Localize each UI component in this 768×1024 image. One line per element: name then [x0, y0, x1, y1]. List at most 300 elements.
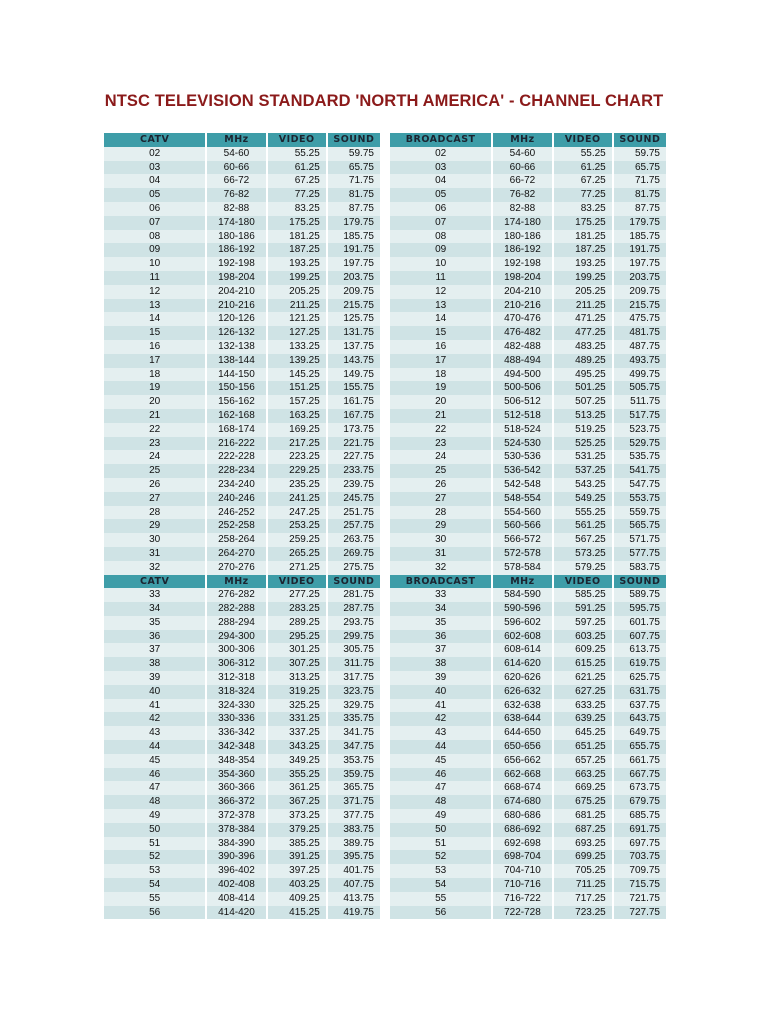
cell-broadcast-channel: 31	[390, 547, 491, 561]
cell-broadcast-channel: 37	[390, 643, 491, 657]
cell-broadcast-channel: 06	[390, 202, 491, 216]
cell-catv-channel: 17	[104, 354, 205, 368]
cell-catv-mhz: 294-300	[207, 630, 265, 644]
table-row	[104, 616, 666, 630]
cell-catv-video: 211.25	[268, 299, 326, 313]
cell-broadcast-sound: 673.75	[614, 781, 666, 795]
column-separator	[382, 202, 388, 216]
cell-catv-channel: 09	[104, 243, 205, 257]
cell-broadcast-channel: 28	[390, 506, 491, 520]
cell-broadcast-mhz: 536-542	[493, 464, 551, 478]
cell-broadcast-mhz: 710-716	[493, 878, 551, 892]
cell-broadcast-channel: 32	[390, 561, 491, 575]
table-row	[104, 630, 666, 644]
cell-broadcast-channel: 18	[390, 368, 491, 382]
cell-broadcast-mhz: 174-180	[493, 216, 551, 230]
cell-broadcast-video: 633.25	[554, 699, 612, 713]
column-separator	[382, 340, 388, 354]
cell-broadcast-mhz: 186-192	[493, 243, 551, 257]
cell-catv-video: 403.25	[268, 878, 326, 892]
cell-broadcast-video: 83.25	[554, 202, 612, 216]
cell-broadcast-mhz: 632-638	[493, 699, 551, 713]
cell-catv-sound: 191.75	[328, 243, 380, 257]
cell-catv-sound: 257.75	[328, 519, 380, 533]
cell-catv-mhz: 192-198	[207, 257, 265, 271]
cell-catv-video: 235.25	[268, 478, 326, 492]
cell-catv-mhz: 414-420	[207, 906, 265, 920]
cell-catv-channel: 56	[104, 906, 205, 920]
column-separator	[382, 478, 388, 492]
column-separator	[382, 133, 388, 147]
cell-catv-video: 193.25	[268, 257, 326, 271]
cell-broadcast-sound: 595.75	[614, 602, 666, 616]
cell-broadcast-channel: 34	[390, 602, 491, 616]
cell-broadcast-sound: 505.75	[614, 381, 666, 395]
cell-catv-sound: 293.75	[328, 616, 380, 630]
cell-broadcast-sound: 185.75	[614, 230, 666, 244]
cell-broadcast-mhz: 674-680	[493, 795, 551, 809]
column-separator	[382, 630, 388, 644]
cell-catv-video: 307.25	[268, 657, 326, 671]
cell-broadcast-mhz: 650-656	[493, 740, 551, 754]
cell-catv-sound: 131.75	[328, 326, 380, 340]
cell-catv-video: 349.25	[268, 754, 326, 768]
cell-broadcast-mhz: 54-60	[493, 147, 551, 161]
cell-broadcast-mhz: 482-488	[493, 340, 551, 354]
cell-broadcast-channel: 43	[390, 726, 491, 740]
cell-broadcast-video: 621.25	[554, 671, 612, 685]
column-separator	[382, 781, 388, 795]
cell-broadcast-sound: 709.75	[614, 864, 666, 878]
cell-broadcast-sound: 71.75	[614, 174, 666, 188]
cell-catv-mhz: 82-88	[207, 202, 265, 216]
cell-catv-video: 367.25	[268, 795, 326, 809]
cell-catv-video: 163.25	[268, 409, 326, 423]
cell-catv-mhz: 312-318	[207, 671, 265, 685]
cell-catv-mhz: 390-396	[207, 850, 265, 864]
cell-catv-sound: 239.75	[328, 478, 380, 492]
cell-broadcast-channel: 02	[390, 147, 491, 161]
cell-catv-sound: 161.75	[328, 395, 380, 409]
column-separator	[382, 643, 388, 657]
cell-broadcast-video: 55.25	[554, 147, 612, 161]
cell-catv-mhz: 348-354	[207, 754, 265, 768]
cell-broadcast-mhz: 716-722	[493, 892, 551, 906]
cell-broadcast-video: 67.25	[554, 174, 612, 188]
cell-catv-channel: 10	[104, 257, 205, 271]
cell-broadcast-channel: 05	[390, 188, 491, 202]
cell-broadcast-channel: 36	[390, 630, 491, 644]
cell-catv-sound: 395.75	[328, 850, 380, 864]
cell-catv-video: 151.25	[268, 381, 326, 395]
column-separator	[382, 519, 388, 533]
cell-broadcast-sound: 215.75	[614, 299, 666, 313]
cell-catv-video: 385.25	[268, 837, 326, 851]
cell-catv-sound: 137.75	[328, 340, 380, 354]
cell-catv-video: 277.25	[268, 588, 326, 602]
table-row	[104, 685, 666, 699]
cell-broadcast-sound: 203.75	[614, 271, 666, 285]
cell-catv-sound: 299.75	[328, 630, 380, 644]
cell-broadcast-channel: 48	[390, 795, 491, 809]
cell-catv-video: 289.25	[268, 616, 326, 630]
cell-catv-video: 187.25	[268, 243, 326, 257]
cell-catv-channel: 43	[104, 726, 205, 740]
table-row	[104, 533, 666, 547]
column-separator	[382, 588, 388, 602]
cell-broadcast-video: 699.25	[554, 850, 612, 864]
cell-broadcast-video: 193.25	[554, 257, 612, 271]
column-separator	[382, 216, 388, 230]
cell-catv-video: 391.25	[268, 850, 326, 864]
cell-catv-channel: 47	[104, 781, 205, 795]
column-separator	[382, 575, 388, 589]
cell-catv-mhz: 252-258	[207, 519, 265, 533]
cell-broadcast-video: 663.25	[554, 768, 612, 782]
cell-catv-video: 343.25	[268, 740, 326, 754]
column-separator	[382, 506, 388, 520]
column-separator	[382, 547, 388, 561]
cell-broadcast-sound: 691.75	[614, 823, 666, 837]
cell-catv-sound: 353.75	[328, 754, 380, 768]
cell-broadcast-sound: 715.75	[614, 878, 666, 892]
cell-broadcast-video: 681.25	[554, 809, 612, 823]
cell-catv-mhz: 186-192	[207, 243, 265, 257]
cell-catv-sound: 311.75	[328, 657, 380, 671]
column-separator	[382, 243, 388, 257]
cell-broadcast-mhz: 686-692	[493, 823, 551, 837]
cell-catv-sound: 233.75	[328, 464, 380, 478]
cell-broadcast-sound: 487.75	[614, 340, 666, 354]
table-row	[104, 506, 666, 520]
cell-catv-channel: 51	[104, 837, 205, 851]
cell-broadcast-sound: 547.75	[614, 478, 666, 492]
cell-catv-sound: 209.75	[328, 285, 380, 299]
table-row	[104, 423, 666, 437]
cell-catv-mhz: 76-82	[207, 188, 265, 202]
column-separator	[382, 823, 388, 837]
header-sound: SOUND	[328, 575, 380, 589]
cell-catv-video: 373.25	[268, 809, 326, 823]
cell-broadcast-sound: 559.75	[614, 506, 666, 520]
table-row	[104, 712, 666, 726]
cell-broadcast-sound: 631.75	[614, 685, 666, 699]
cell-broadcast-mhz: 542-548	[493, 478, 551, 492]
cell-broadcast-mhz: 476-482	[493, 326, 551, 340]
header-broadcast: BROADCAST	[390, 133, 491, 147]
table-row	[104, 299, 666, 313]
cell-catv-mhz: 150-156	[207, 381, 265, 395]
cell-broadcast-channel: 03	[390, 161, 491, 175]
cell-broadcast-mhz: 66-72	[493, 174, 551, 188]
cell-catv-channel: 05	[104, 188, 205, 202]
cell-broadcast-video: 687.25	[554, 823, 612, 837]
cell-catv-video: 271.25	[268, 561, 326, 575]
column-separator	[382, 740, 388, 754]
cell-broadcast-channel: 22	[390, 423, 491, 437]
cell-catv-video: 331.25	[268, 712, 326, 726]
column-separator	[382, 561, 388, 575]
cell-broadcast-mhz: 668-674	[493, 781, 551, 795]
cell-catv-sound: 287.75	[328, 602, 380, 616]
cell-broadcast-channel: 50	[390, 823, 491, 837]
chart-body	[104, 133, 666, 919]
cell-broadcast-channel: 33	[390, 588, 491, 602]
cell-broadcast-video: 639.25	[554, 712, 612, 726]
cell-catv-mhz: 258-264	[207, 533, 265, 547]
cell-broadcast-channel: 35	[390, 616, 491, 630]
cell-broadcast-channel: 19	[390, 381, 491, 395]
cell-broadcast-video: 579.25	[554, 561, 612, 575]
column-separator	[382, 395, 388, 409]
table-row	[104, 478, 666, 492]
column-separator	[382, 230, 388, 244]
header-mhz: MHz	[493, 575, 551, 589]
cell-catv-sound: 179.75	[328, 216, 380, 230]
cell-broadcast-channel: 42	[390, 712, 491, 726]
cell-catv-channel: 32	[104, 561, 205, 575]
cell-broadcast-mhz: 60-66	[493, 161, 551, 175]
cell-catv-sound: 335.75	[328, 712, 380, 726]
table-row	[104, 340, 666, 354]
cell-broadcast-mhz: 644-650	[493, 726, 551, 740]
cell-broadcast-channel: 55	[390, 892, 491, 906]
cell-broadcast-channel: 13	[390, 299, 491, 313]
cell-broadcast-mhz: 560-566	[493, 519, 551, 533]
cell-broadcast-mhz: 698-704	[493, 850, 551, 864]
table-row	[104, 906, 666, 920]
column-separator	[382, 437, 388, 451]
header-mhz: MHz	[207, 133, 265, 147]
cell-catv-mhz: 330-336	[207, 712, 265, 726]
cell-catv-sound: 81.75	[328, 188, 380, 202]
cell-broadcast-mhz: 524-530	[493, 437, 551, 451]
cell-broadcast-mhz: 704-710	[493, 864, 551, 878]
cell-catv-channel: 45	[104, 754, 205, 768]
cell-catv-mhz: 126-132	[207, 326, 265, 340]
header-sound: SOUND	[614, 133, 666, 147]
table-row	[104, 740, 666, 754]
cell-broadcast-channel: 04	[390, 174, 491, 188]
cell-broadcast-video: 555.25	[554, 506, 612, 520]
cell-catv-sound: 185.75	[328, 230, 380, 244]
cell-broadcast-mhz: 470-476	[493, 312, 551, 326]
cell-catv-mhz: 288-294	[207, 616, 265, 630]
cell-catv-sound: 359.75	[328, 768, 380, 782]
column-separator	[382, 712, 388, 726]
cell-catv-channel: 48	[104, 795, 205, 809]
table-row	[104, 312, 666, 326]
channel-chart-table	[102, 133, 668, 919]
column-separator	[382, 837, 388, 851]
cell-catv-mhz: 366-372	[207, 795, 265, 809]
cell-broadcast-mhz: 608-614	[493, 643, 551, 657]
cell-broadcast-mhz: 584-590	[493, 588, 551, 602]
cell-catv-sound: 305.75	[328, 643, 380, 657]
cell-broadcast-channel: 44	[390, 740, 491, 754]
cell-catv-mhz: 408-414	[207, 892, 265, 906]
cell-broadcast-sound: 661.75	[614, 754, 666, 768]
cell-catv-channel: 13	[104, 299, 205, 313]
cell-catv-channel: 22	[104, 423, 205, 437]
cell-broadcast-video: 501.25	[554, 381, 612, 395]
cell-broadcast-channel: 20	[390, 395, 491, 409]
cell-catv-sound: 167.75	[328, 409, 380, 423]
cell-broadcast-sound: 59.75	[614, 147, 666, 161]
cell-broadcast-video: 675.25	[554, 795, 612, 809]
cell-catv-video: 127.25	[268, 326, 326, 340]
cell-catv-mhz: 54-60	[207, 147, 265, 161]
cell-broadcast-mhz: 680-686	[493, 809, 551, 823]
cell-catv-sound: 401.75	[328, 864, 380, 878]
cell-catv-mhz: 60-66	[207, 161, 265, 175]
column-separator	[382, 161, 388, 175]
cell-catv-mhz: 318-324	[207, 685, 265, 699]
table-row	[104, 202, 666, 216]
cell-catv-channel: 38	[104, 657, 205, 671]
header-video: VIDEO	[554, 575, 612, 589]
cell-catv-sound: 383.75	[328, 823, 380, 837]
cell-catv-sound: 341.75	[328, 726, 380, 740]
cell-broadcast-video: 711.25	[554, 878, 612, 892]
cell-catv-channel: 08	[104, 230, 205, 244]
cell-catv-video: 241.25	[268, 492, 326, 506]
cell-catv-video: 337.25	[268, 726, 326, 740]
cell-catv-channel: 37	[104, 643, 205, 657]
cell-broadcast-sound: 553.75	[614, 492, 666, 506]
column-separator	[382, 768, 388, 782]
cell-broadcast-video: 585.25	[554, 588, 612, 602]
column-separator	[382, 809, 388, 823]
column-separator	[382, 312, 388, 326]
cell-broadcast-video: 495.25	[554, 368, 612, 382]
cell-catv-channel: 12	[104, 285, 205, 299]
cell-catv-video: 175.25	[268, 216, 326, 230]
cell-catv-mhz: 342-348	[207, 740, 265, 754]
cell-catv-sound: 323.75	[328, 685, 380, 699]
cell-catv-sound: 65.75	[328, 161, 380, 175]
cell-catv-channel: 26	[104, 478, 205, 492]
cell-broadcast-video: 549.25	[554, 492, 612, 506]
column-separator	[382, 602, 388, 616]
cell-catv-sound: 87.75	[328, 202, 380, 216]
cell-broadcast-sound: 65.75	[614, 161, 666, 175]
cell-broadcast-video: 181.25	[554, 230, 612, 244]
cell-broadcast-sound: 209.75	[614, 285, 666, 299]
cell-catv-mhz: 180-186	[207, 230, 265, 244]
cell-broadcast-sound: 523.75	[614, 423, 666, 437]
cell-broadcast-mhz: 722-728	[493, 906, 551, 920]
table-row	[104, 809, 666, 823]
cell-broadcast-sound: 697.75	[614, 837, 666, 851]
header-row	[104, 575, 666, 589]
cell-catv-mhz: 354-360	[207, 768, 265, 782]
cell-catv-sound: 365.75	[328, 781, 380, 795]
table-row	[104, 643, 666, 657]
table-row	[104, 878, 666, 892]
cell-broadcast-mhz: 554-560	[493, 506, 551, 520]
column-separator	[382, 795, 388, 809]
cell-catv-sound: 407.75	[328, 878, 380, 892]
table-row	[104, 409, 666, 423]
cell-catv-sound: 197.75	[328, 257, 380, 271]
table-row	[104, 368, 666, 382]
cell-broadcast-sound: 625.75	[614, 671, 666, 685]
cell-broadcast-sound: 197.75	[614, 257, 666, 271]
cell-catv-video: 145.25	[268, 368, 326, 382]
cell-catv-mhz: 282-288	[207, 602, 265, 616]
cell-broadcast-channel: 47	[390, 781, 491, 795]
cell-catv-mhz: 264-270	[207, 547, 265, 561]
cell-catv-channel: 28	[104, 506, 205, 520]
cell-broadcast-channel: 54	[390, 878, 491, 892]
cell-catv-channel: 41	[104, 699, 205, 713]
cell-catv-sound: 221.75	[328, 437, 380, 451]
cell-catv-mhz: 174-180	[207, 216, 265, 230]
cell-catv-video: 229.25	[268, 464, 326, 478]
cell-broadcast-channel: 08	[390, 230, 491, 244]
cell-broadcast-channel: 09	[390, 243, 491, 257]
column-separator	[382, 892, 388, 906]
cell-catv-sound: 377.75	[328, 809, 380, 823]
cell-catv-mhz: 324-330	[207, 699, 265, 713]
cell-catv-channel: 53	[104, 864, 205, 878]
cell-broadcast-video: 507.25	[554, 395, 612, 409]
cell-broadcast-video: 645.25	[554, 726, 612, 740]
cell-broadcast-channel: 49	[390, 809, 491, 823]
cell-catv-video: 397.25	[268, 864, 326, 878]
cell-broadcast-video: 489.25	[554, 354, 612, 368]
cell-broadcast-channel: 41	[390, 699, 491, 713]
cell-broadcast-video: 175.25	[554, 216, 612, 230]
cell-broadcast-channel: 14	[390, 312, 491, 326]
cell-broadcast-sound: 191.75	[614, 243, 666, 257]
cell-catv-channel: 16	[104, 340, 205, 354]
cell-broadcast-channel: 26	[390, 478, 491, 492]
cell-catv-channel: 24	[104, 450, 205, 464]
column-separator	[382, 878, 388, 892]
table-row	[104, 892, 666, 906]
cell-catv-mhz: 210-216	[207, 299, 265, 313]
table-row	[104, 837, 666, 851]
cell-catv-video: 259.25	[268, 533, 326, 547]
cell-broadcast-sound: 541.75	[614, 464, 666, 478]
table-row	[104, 671, 666, 685]
table-row	[104, 754, 666, 768]
cell-broadcast-video: 693.25	[554, 837, 612, 851]
cell-broadcast-channel: 23	[390, 437, 491, 451]
cell-catv-video: 133.25	[268, 340, 326, 354]
cell-catv-video: 415.25	[268, 906, 326, 920]
cell-broadcast-video: 597.25	[554, 616, 612, 630]
cell-catv-sound: 203.75	[328, 271, 380, 285]
column-separator	[382, 285, 388, 299]
table-row	[104, 188, 666, 202]
cell-catv-video: 313.25	[268, 671, 326, 685]
cell-catv-video: 325.25	[268, 699, 326, 713]
column-separator	[382, 685, 388, 699]
cell-broadcast-video: 651.25	[554, 740, 612, 754]
cell-catv-mhz: 372-378	[207, 809, 265, 823]
cell-catv-video: 355.25	[268, 768, 326, 782]
cell-broadcast-video: 723.25	[554, 906, 612, 920]
cell-catv-channel: 18	[104, 368, 205, 382]
cell-catv-mhz: 246-252	[207, 506, 265, 520]
cell-broadcast-sound: 571.75	[614, 533, 666, 547]
cell-catv-mhz: 156-162	[207, 395, 265, 409]
cell-broadcast-mhz: 596-602	[493, 616, 551, 630]
cell-catv-mhz: 198-204	[207, 271, 265, 285]
